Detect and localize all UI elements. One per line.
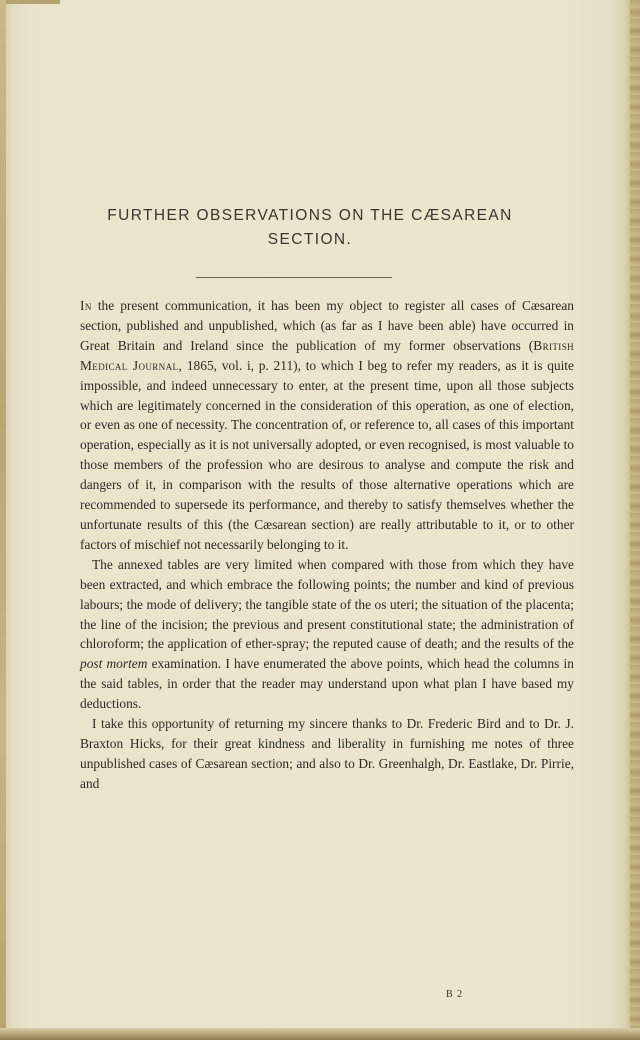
title-rule [196,277,392,278]
paragraph-2-text-a: The annexed tables are very limited when compared with those from which they have been extracted, and which embrace the following points; the number and kind of previous labours; the mode of delivery; the tangible state of the os uteri; the situation of the placenta; the line of the incision; the previous and present constitutional state; the administration of chloroform; the application of ether-spray; the reputed cause of death; and the results of the [80,556,574,652]
journal-name: British Medical Journal, [80,337,574,373]
paragraph-2-text-b: examination. I have enumerated the above points, which head the columns in the said tables, in order that the reader may understand upon what plan I have based my deductions. [80,656,574,712]
title-line-1: FURTHER OBSERVATIONS ON THE CÆSAREAN [107,207,513,224]
page-right-edge [630,0,640,1040]
page-corner-stain [0,0,60,4]
body-text [80,296,574,794]
page-title [60,204,560,252]
page-left-binding [0,0,6,1040]
paragraph-1-text-a: the present communication, it has been my object to register all cases of Cæsarean section, published and unpublished, which (as far as I have been able) have occurred in Great Britain and Ireland since the publication of my former observations ( [80,298,574,353]
title-line-2: SECTION. [267,231,353,248]
paragraph-1 [80,296,574,555]
paragraph-2 [80,555,574,714]
paragraph-3 [80,714,574,794]
post-mortem-italic: post mortem [80,656,148,672]
page-bottom-edge [0,1028,640,1040]
signature-mark: B 2 [446,989,464,1000]
paragraph-1-text-b: 1865, vol. i, p. 211), to which I beg to refer my readers, as it is quite impossible, and indeed unnecessary to enter, at the present time, upon all those subjects which are legitimately concerned in the consideration of this operation, as one of election, or even as one of necessity. The concentration of, or reference to, all cases of this important operation, especially as it is not universally adopted, or even recognised, is most valuable to those members of the profession who are desirous to analyse and compute the risk and dangers of it, in comparison with the results of those alternative operations which are recommended to supersede its performance, and thereby to satisfy themselves whether the unfortunate results of this (the Cæsarean section) are really attributable to it, or to other factors of mischief not necessarily belonging to it. [80,357,574,552]
paragraph-3-text: I take this opportunity of returning my sincere thanks to Dr. Frederic Bird and to Dr. J. Braxton Hicks, for their great kindness and liberality in furnishing me notes of three unpublished cases of Cæsarean section; and also to Dr. Greenhalgh, Dr. Eastlake, Dr. Pirrie, and [80,716,574,791]
paragraph-1-lead: In [80,298,92,313]
